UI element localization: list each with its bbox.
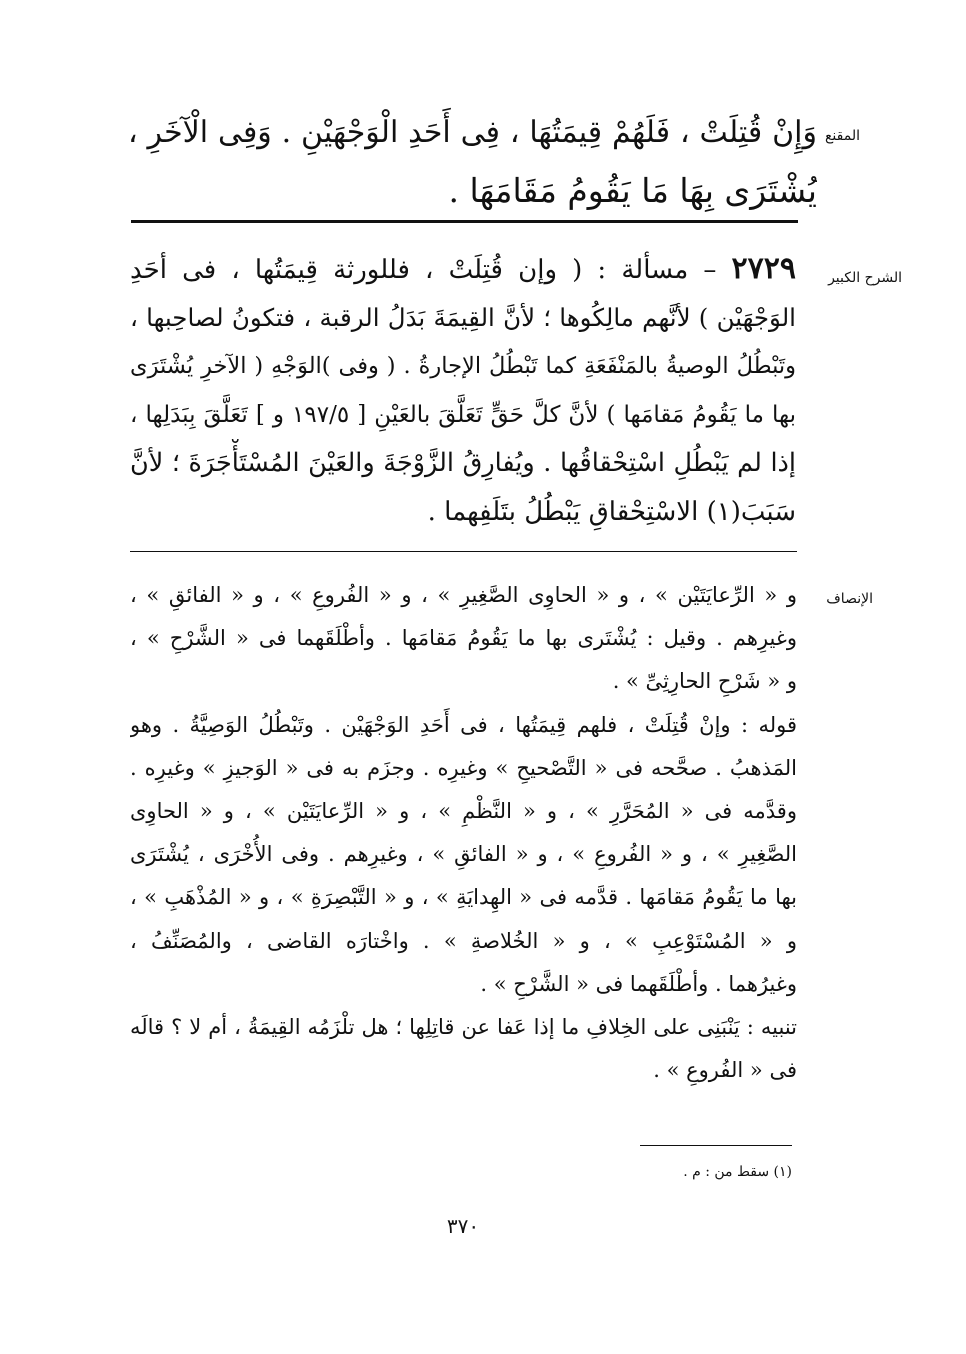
page-number: ٣٧٠ xyxy=(446,1214,480,1238)
sharh-text xyxy=(130,245,796,536)
text-line: و « شَرْحِ الحارِثِىِّ » . xyxy=(612,669,797,694)
text-line: سَبَبَ(١) الاسْتِحْقاقِ يَبْطُلُ بتَلَفِهما . xyxy=(427,496,796,527)
text-line: بها ما يَقُومُ مَقامَها ) لأنَّ كلَّ حَقٍّ تَعَلَّقَ بالعَيْنِ [ ١٩٧/٥ و ] تَعَلَّقَ بِبَدَلِها ، xyxy=(130,401,796,428)
text-line: فى « الفُروعِ » . xyxy=(653,1058,797,1083)
muqni-text xyxy=(128,104,817,220)
insaf-text xyxy=(130,574,797,1092)
text-line: و « الرِّعايَتَيْن » ، و « الحاوِى الصَّغِيرِ » ، و « الفُروعِ » ، و « الفائقِ » ، xyxy=(130,583,797,607)
text-line: و « المُسْتَوْعِبِ » ، و « الخُلاصةِ » . واخْتارَه القاضى ، والمُصَنِّفُ ، xyxy=(130,928,797,953)
footnote: (١) سقط من : م . xyxy=(683,1164,792,1180)
text-line: وقدَّمه فى « المُحَرَّرِ » ، و « النَّظْمِ » ، و « الرِّعايَتَيْن » ، و « الحاوِى xyxy=(130,798,797,823)
issue-heading: – مسألة : ( وإن قُتِلَتْ ، فللورثة قِيمَتُها ، فى أحَدِ xyxy=(130,255,732,285)
text-line: إذا لم يَبْطُلِ اسْتِحْقاقُها . ويُفارِقُ الزَّوْجَةَ والعَيْنَ المُسْتَأْجَرَةَ ؛ لأنَّ xyxy=(130,448,796,478)
text-line: قوله : وإنْ قُتِلَتْ ، فلهم قِيمَتُها ، فى أَحَدِ الوَجْهَيْن . وتَبْطُلُ الوَصِيَّةُ . وهو xyxy=(130,712,797,737)
text-line xyxy=(130,245,796,294)
label-muqni: المقنع xyxy=(824,128,860,144)
text-line: المَذهبُ . صحَّحه فى « التَّصْحيحِ » وغيرِه . وجزَم به فى « الوَجيزِ » وغيرِه . xyxy=(130,755,797,780)
text-line: وَإِنْ قُتِلَتْ ، فَلَهُمْ قِيمَتُهَا ، فِى أَحَدِ الْوَجْهَيْنِ . وَفِى الْآخَرِ ، xyxy=(128,115,817,150)
text-line: وغيرُهما . وأطْلَقَهما فى « الشَّرْحِ » . xyxy=(480,971,797,996)
label-sharh: الشرح الكبير xyxy=(828,270,902,286)
text-line: بها ما يَقُومُ مَقامَها . قدَّمه فى « الهِدايَةِ » ، و « التَّبْصِرَةِ » ، و « المُذْهَبِ » ، xyxy=(130,885,797,910)
section-divider-thick xyxy=(131,220,798,223)
label-insaf: الإنصاف xyxy=(826,591,873,607)
issue-number: ٢٧٢٩ xyxy=(731,251,796,286)
text-line: الوَجْهَيْن ) لأنَّهم مالِكُوها ؛ لأنَّ القِيمَةَ بَدَلُ الرقبة ، فتكونُ لصاحِبها ، xyxy=(130,302,796,332)
text-line: يُشْتَرَى بِهَا مَا يَقُومُ مَقَامَهَا . xyxy=(448,171,817,210)
text-line: الصَّغِيرِ » ، و « الفُروعِ » ، و « الفائقِ » ، وغيرِهم . وفى الأُخْرَى ، يُشْتَرَى xyxy=(130,842,797,867)
text-line: وغيرِهم . وقيل : يُشْتَرى بها ما يَقُومُ مَقامَها . وأطْلَقَهما فى « الشَّرْحِ » ، xyxy=(130,626,797,651)
footnote-divider xyxy=(640,1145,792,1146)
text-line: وتَبْطُلُ الوصيةُ بالمَنْفَعَةِ كما تَبْطُلُ الإجارةُ . ( وفى )الوَجْهِ ( الآخرِ يُشْتَرَى xyxy=(130,353,796,379)
section-divider xyxy=(130,551,797,552)
text-line: تنبيه : يَنْبَنِى على الخِلافِ ما إذا عَفا عن قاتِلِها ؛ هل تلْزَمُه القِيمَةُ ، أم لا ؟ قالَه xyxy=(130,1014,797,1039)
